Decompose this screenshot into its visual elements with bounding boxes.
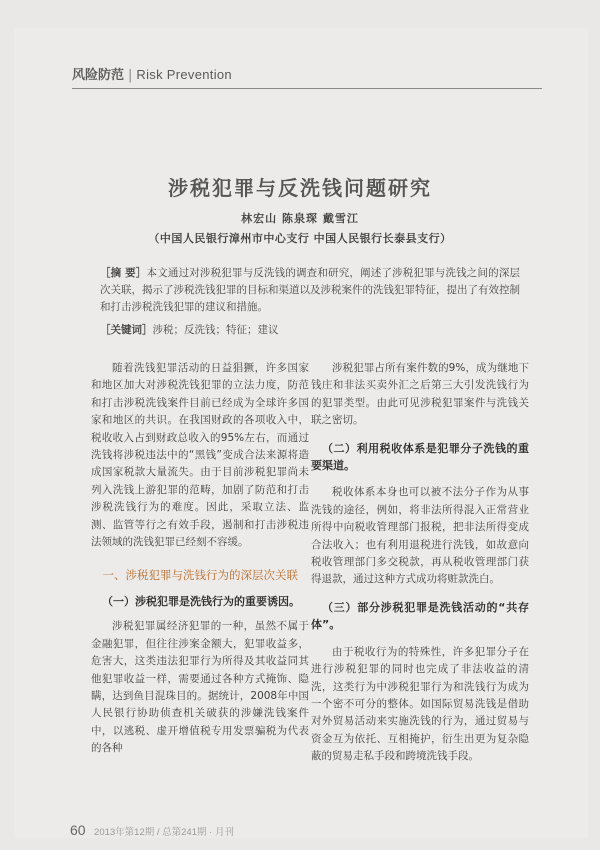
- left-column: [91, 360, 309, 758]
- keywords-label: ［关键词］: [100, 324, 153, 336]
- running-header: [72, 64, 542, 89]
- article-affiliation: （中国人民银行漳州市中心支行 中国人民银行长泰县支行）: [148, 232, 452, 245]
- section-heading-1: 一、涉税犯罪与洗钱行为的深层次关联: [102, 568, 298, 583]
- right-paragraph-3: 由于税收行为的特殊性，许多犯罪分子在进行涉税犯罪的同时也完成了非法收益的清洗，这类行为中涉税犯罪行为和洗钱行为成为一个密不可分的整体。如国际贸易洗钱是借助对外贸易活动来实施洗钱的行为，通过贸易与资金互为依托、互相掩护，衍生出更为复杂隐蔽的贸易走私手段和跨境洗钱手段。: [311, 645, 529, 763]
- subheading-1: （一）涉税犯罪是洗钱行为的重要诱因。: [102, 594, 300, 608]
- issue-info: 2013年第12期 / 总第241期 · 月刊: [94, 827, 234, 838]
- right-paragraph-2: 税收体系本身也可以被不法分子作为从事洗钱的途径，例如，将非法所得混入正常营业所得中向税收管理部门报税，把非法所得变成合法收入；也有利用退税进行洗钱，如故意向税收管理部门多交税款，再从税收管理部门获得退款，通过这种方式成功将赃款洗白。: [311, 486, 529, 586]
- subheading-2: （二）利用税收体系是犯罪分子洗钱的重要渠道。: [311, 441, 529, 473]
- abstract-label: ［摘 要］: [100, 267, 147, 279]
- left-paragraph-2: 涉税犯罪属经济犯罪的一种，虽然不属于金融犯罪，但往往涉案金额大，犯罪收益多，危害大，这类违法犯罪行为所得及其收益同其他犯罪收益一样，需要通过各种方式掩饰、隐瞒，达到鱼目混珠目的。据统计，2008年中国人民银行协助侦查机关破获的涉嫌洗钱案件中，以逃税、虚开增值税专用发票骗税为代表的各种: [91, 620, 309, 755]
- keywords-text: 涉税；反洗钱；特征；建议: [152, 324, 279, 336]
- left-paragraph-1: 随着洗钱犯罪活动的日益猖獗，许多国家和地区加大对涉税洗钱犯罪的立法力度，防范和打击涉税洗钱案件目前已经成为全球许多国家和地区的共识。在我国财政的各项收入中，税收收入占到财政总收入的95%左右，而通过洗钱将涉税违法中的“黑钱”变成合法来源将造成国家税款大量流失。由于目前涉税犯罪尚未列入洗钱上游犯罪的范畴，加剧了防范和打击涉税洗钱行为的难度。因此，采取立法、监测、监管等行之有效手段，遏制和打击涉税违法领域的洗钱犯罪已经刻不容缓。: [91, 362, 309, 549]
- subheading-3: （三）部分涉税犯罪是洗钱活动的“共存体”。: [311, 600, 529, 632]
- abstract: [100, 265, 520, 316]
- header-separator: |: [128, 68, 133, 83]
- abstract-text: 本文通过对涉税犯罪与反洗钱的调查和研究，阐述了涉税犯罪与洗钱之间的深层次关联，揭示了涉税洗钱犯罪的目标和渠道以及涉税案件的洗钱犯罪特征，提出了有效控制和打击涉税洗钱犯罪的建议和措施。: [100, 267, 521, 313]
- page-number: 60: [70, 822, 86, 838]
- article-title: 涉税犯罪与反洗钱问题研究: [168, 176, 432, 200]
- article-authors: 林宏山 陈泉琛 戴雪江: [241, 212, 359, 225]
- right-column: [311, 360, 529, 766]
- keywords: [100, 322, 520, 339]
- page-footer: [70, 822, 234, 840]
- header-section-en: Risk Prevention: [136, 67, 232, 82]
- right-paragraph-1: 涉税犯罪占所有案件数的9%，成为继地下钱庄和非法买卖外汇之后第三大引发洗钱行为的犯罪类型。由此可见涉税犯罪案件与洗钱关联之密切。: [311, 362, 529, 427]
- header-section: 风险防范: [72, 68, 125, 83]
